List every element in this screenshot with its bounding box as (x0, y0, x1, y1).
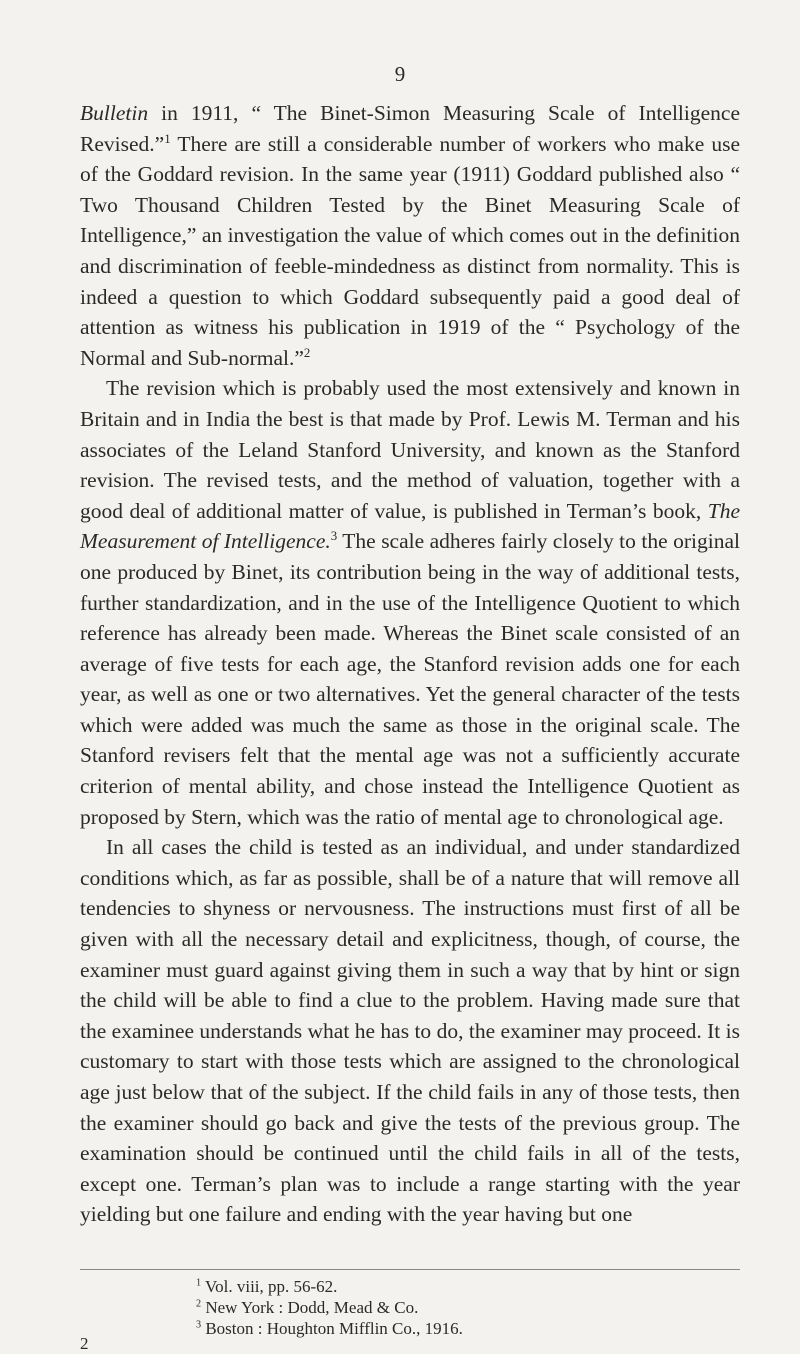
footnote-divider (80, 1269, 740, 1270)
text-run: The scale adheres fairly closely to the original one produced by Binet, its contribution being in the way of additional tests, further standardization, and in the use of the Intelligence Quotient to which reference has already been made. Whereas the Binet scale consisted of an average of five tests for each age, the Stanford revision adds one for each year, as well as one or two alternatives. Yet the general character of the tests which were added was much the same as those in the original scale. The Stanford revisers felt that the mental age was not a sufficiently accurate criterion of mental ability, and chose instead the Intelligence Quotient as proposed by Stern, which was the ratio of mental age to chronological age. (80, 529, 740, 829)
footnote-mark: 3 (196, 1319, 202, 1331)
footnote-text: New York : Dodd, Mead & Co. (205, 1298, 419, 1317)
footnote-ref-2: 2 (303, 345, 311, 360)
paragraph-3 (80, 832, 740, 1230)
footnote-1 (196, 1276, 696, 1297)
footnotes (196, 1276, 696, 1339)
footnote-mark: 2 (196, 1298, 202, 1310)
footnote-ref-1: 1 (164, 131, 171, 146)
footnote-mark: 1 (196, 1277, 202, 1289)
page-number: 9 (394, 62, 406, 86)
footnote-2 (196, 1297, 696, 1318)
body-text (80, 98, 740, 1230)
footnote-ref-3: 3 (330, 529, 338, 544)
journal-title: Bulletin (80, 101, 149, 125)
text-run: In all cases the child is tested as an individual, and under standardized conditions which, as far as possible, shall be of a nature that will remove all tendencies to shyness or nervousness. The instructions must first of all be given with all the necessary detail and explicitness, though, of course, the examiner must guard against giving them in such a way that by hint or sign the child will be able to find a clue to the problem. Having made sure that the examinee understands what he has to do, the examiner may proceed. It is customary to start with those tests which are assigned to the chronological age just below that of the subject. If the child fails in any of those tests, then the examiner should go back and give the tests of the previous group. The examination should be continued until the child fails in all of the tests, except one. Terman’s plan was to include a range starting with the year yielding but one failure and ending with the year having but one (80, 835, 740, 1227)
book-title: The Measurement of Intelligence. (80, 498, 740, 554)
text-run: in 1911, “ The Binet-Simon Measuring Scale of Intelligence Revised.” (80, 101, 740, 156)
footnote-text: Vol. viii, pp. 56-62. (205, 1277, 338, 1296)
text-run: There are still a considerable number of workers who make use of the Goddard revision. In the same year (1911) Goddard published also “ Two Thousand Children Tested by the Binet Measuring Scale of Intelligence,” an investigation the value of which comes out in the definition and discrimination of feeble-mindedness as distinct from normality. This is indeed a question to which Goddard subsequently paid a good deal of attention as witness his publication in 1919 of the “ Psychology of the Normal and Sub-normal.” (80, 131, 740, 370)
signature-mark: 2 (80, 1334, 89, 1353)
footnote-text: Boston : Houghton Mifflin Co., 1916. (205, 1319, 463, 1338)
paragraph-1 (80, 98, 740, 373)
text-run: The revision which is probably used the most extensively and known in Britain and in India the best is that made by Prof. Lewis M. Terman and his associates of the Leland Stanford University, and known as the Stanford revision. The revised tests, and the method of valuation, together with a good deal of additional matter of value, is published in Terman’s book, (80, 376, 740, 523)
footnote-3 (196, 1318, 696, 1339)
paragraph-2 (80, 373, 740, 832)
